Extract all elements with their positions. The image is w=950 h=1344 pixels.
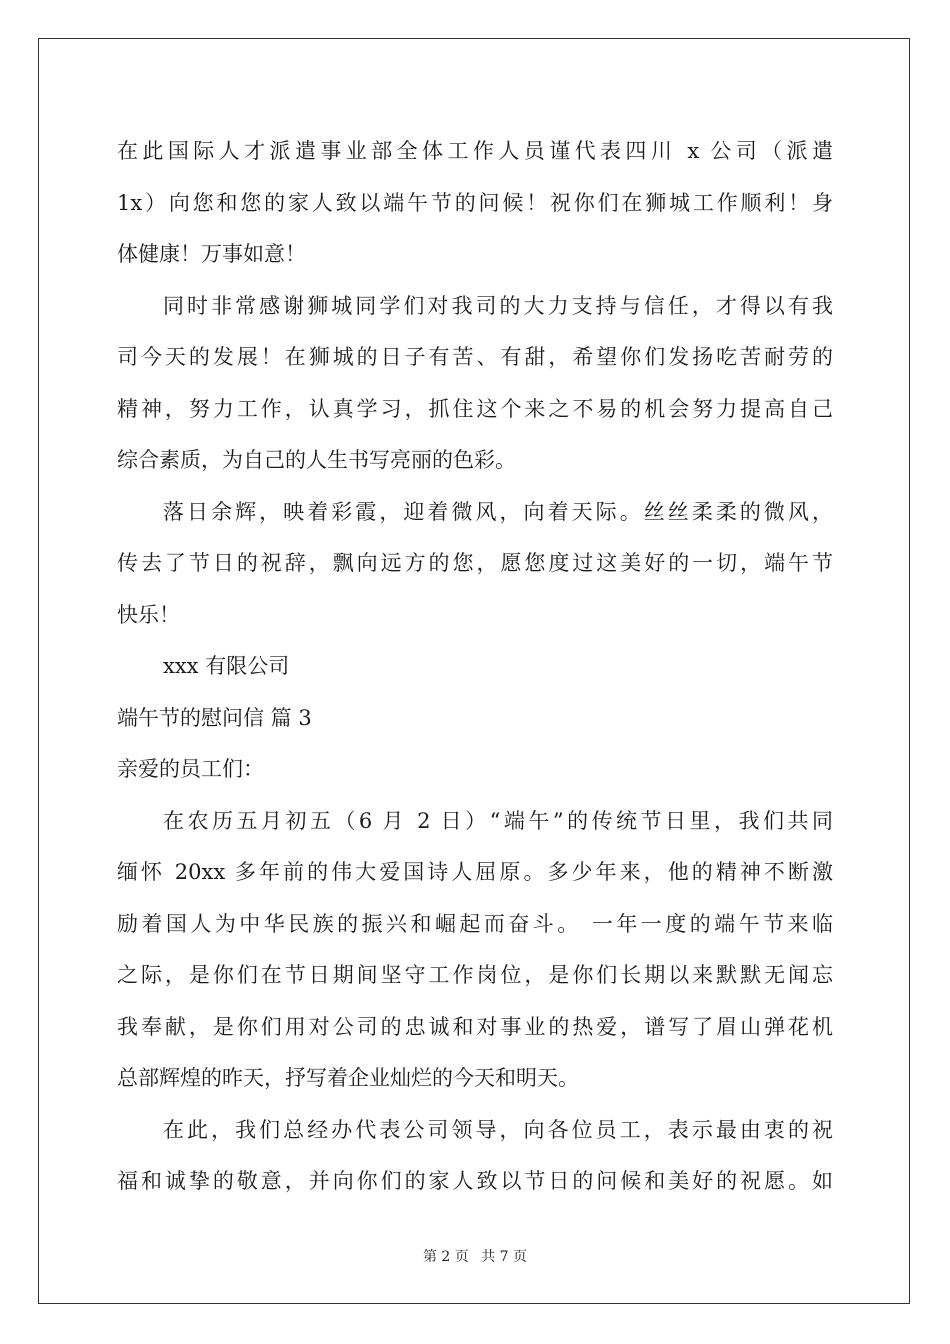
text-line: 体健康！万事如意！ [117, 242, 306, 266]
document-body [117, 126, 833, 1208]
text-line: 传去了节日的祝辞，飘向远方的您，愿您度过这美好的一切，端午节 [117, 551, 833, 575]
paragraph-start-line: 在此，我们总经办代表公司领导，向各位员工，表示最由衷的祝 [163, 1117, 833, 1142]
paragraph-start-line: 在农历五月初五（6 月 2 日）“端午”的传统节日里，我们共同 [163, 808, 833, 833]
text-line: 总部辉煌的昨天，抒写着企业灿烂的今天和明天。 [117, 1066, 579, 1090]
page-number: 第 2 页 [422, 1249, 469, 1265]
text-line: 之际，是你们在节日期间坚守工作岗位，是你们长期以来默默无闻忘 [117, 963, 833, 987]
section-heading: 端午节的慰问信 篇 3 [117, 705, 312, 730]
signature-company: xxx 有限公司 [163, 654, 290, 678]
text-line: 缅怀 20xx 多年前的伟大爱国诗人屈原。多少年来，他的精神不断激 [117, 860, 833, 884]
paragraph-start-line: 同时非常感谢狮城同学们对我司的大力支持与信任，才得以有我 [163, 293, 833, 318]
text-line: 综合素质，为自己的人生书写亮丽的色彩。 [117, 448, 516, 472]
page-total: 共 7 页 [481, 1249, 528, 1265]
text-line: 我奉献，是你们用对公司的忠诚和对事业的热爱，谱写了眉山弹花机 [117, 1014, 833, 1039]
text-line: 精神，努力工作，认真学习，抓住这个来之不易的机会努力提高自己 [117, 396, 833, 421]
text-line: 司今天的发展！在狮城的日子有苦、有甜，希望你们发扬吃苦耐劳的 [117, 345, 833, 369]
text-line: 励着国人为中华民族的振兴和崛起而奋斗。 一年一度的端午节来临 [117, 911, 833, 936]
text-line: 快乐！ [117, 602, 180, 627]
page-footer [0, 1246, 950, 1266]
text-line: 福和诚挚的敬意，并向你们的家人致以节日的问候和美好的祝愿。如 [117, 1169, 833, 1193]
text-line: 1x）向您和您的家人致以端午节的问候！祝你们在狮城工作顺利！身 [117, 190, 833, 215]
paragraph-start-line: 落日余辉，映着彩霞，迎着微风，向着天际。丝丝柔柔的微风， [163, 499, 833, 524]
text-line: 在此国际人才派遣事业部全体工作人员谨代表四川 x 公司（派遣 [117, 139, 833, 163]
salutation: 亲爱的员工们： [117, 757, 264, 781]
